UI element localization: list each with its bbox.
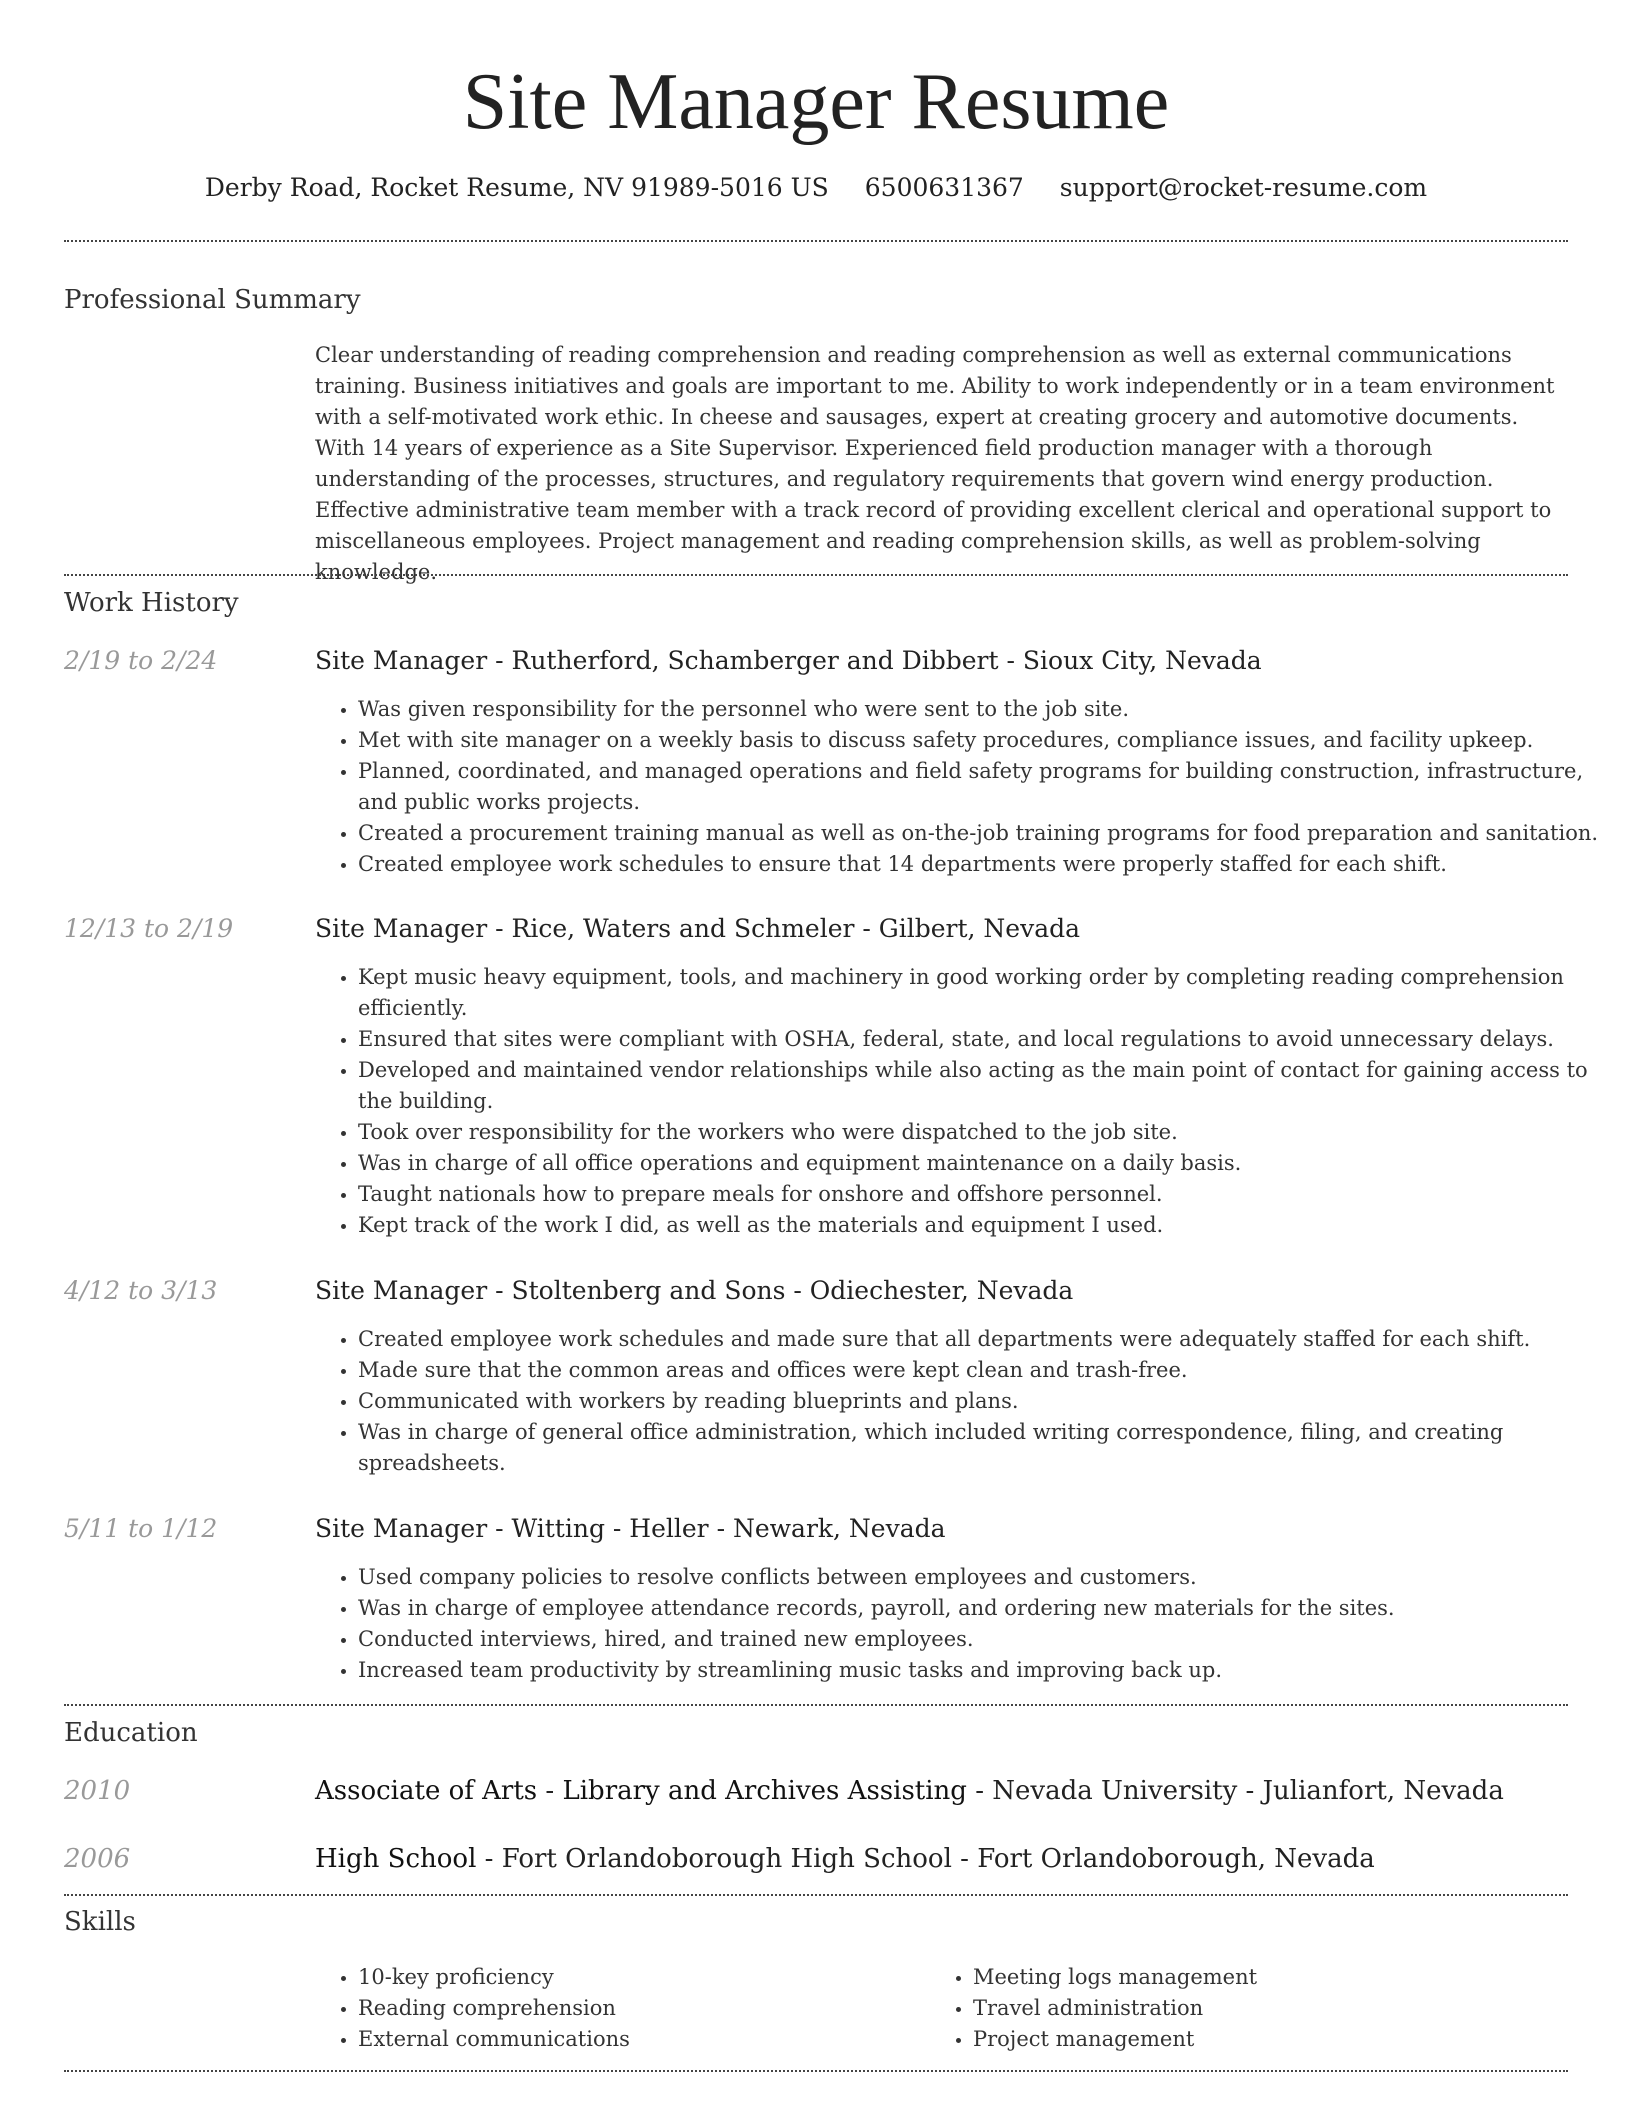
skills-heading: Skills: [64, 1907, 136, 1937]
job-bullet: • Was in charge of employee attendance records, payroll, and ordering new materials for the sites.: [358, 1593, 1611, 1624]
education-heading: Education: [64, 1718, 198, 1748]
job-dates: 2/19 to 2/24: [64, 646, 218, 675]
skill-item: • Reading comprehension: [358, 1993, 958, 2024]
job-bullet: • Made sure that the common areas and offices were kept clean and trash-free.: [358, 1355, 1611, 1386]
section-divider: [64, 240, 1568, 242]
education-field: Library and Archives Assisting: [562, 1776, 967, 1806]
job-bullet: • Conducted interviews, hired, and trained new employees.: [358, 1624, 1611, 1655]
skills-list-left: [315, 1962, 958, 2055]
section-divider: [64, 1704, 1568, 1706]
job-title: Site Manager - Stoltenberg and Sons - Odiechester, Nevada: [315, 1276, 1074, 1305]
skills-list-right: [930, 1962, 1573, 2055]
education-degree: Associate of Arts: [315, 1776, 538, 1806]
job-bullet: • Was in charge of all office operations and equipment maintenance on a daily basis.: [358, 1148, 1611, 1179]
education-year: 2006: [64, 1844, 131, 1874]
work-history-heading: Work History: [64, 588, 239, 618]
separator: -: [1237, 1776, 1263, 1806]
job-bullet: • Was given responsibility for the personnel who were sent to the job site.: [358, 694, 1611, 725]
job-bullet: • Kept track of the work I did, as well as the materials and equipment I used.: [358, 1210, 1611, 1241]
job-bullet: • Created a procurement training manual as well as on-the-job training programs for food preparation and sanitation.: [358, 818, 1611, 849]
job-bullet: • Created employee work schedules and made sure that all departments were adequately staffed for each shift.: [358, 1324, 1611, 1355]
job-bullet: • Used company policies to resolve conflicts between employees and customers.: [358, 1562, 1611, 1593]
job-bullets: [315, 1562, 1611, 1686]
education-field: Fort Orlandoborough High School: [501, 1844, 952, 1874]
job-title: Site Manager - Rutherford, Schamberger and Dibbert - Sioux City, Nevada: [315, 646, 1262, 675]
contact-email: support@rocket-resume.com: [1059, 173, 1428, 202]
separator: -: [951, 1844, 978, 1874]
summary-heading: Professional Summary: [64, 285, 361, 315]
education-entry: [315, 1842, 1568, 1876]
section-divider: [64, 2070, 1568, 2072]
education-school: Fort Orlandoborough, Nevada: [977, 1844, 1375, 1874]
separator: -: [966, 1776, 993, 1806]
job-bullet: • Taught nationals how to prepare meals for onshore and offshore personnel.: [358, 1179, 1611, 1210]
job-dates: 4/12 to 3/13: [64, 1276, 218, 1305]
job-bullet: • Was in charge of general office administration, which included writing correspondence, filing, and creating spreadsheets.: [358, 1417, 1611, 1479]
skill-item: • 10-key proficiency: [358, 1962, 958, 1993]
job-bullet: • Created employee work schedules to ensure that 14 departments were properly staffed for each shift.: [358, 849, 1611, 880]
job-bullet: • Communicated with workers by reading blueprints and plans.: [358, 1386, 1611, 1417]
job-bullet: • Took over responsibility for the workers who were dispatched to the job site.: [358, 1117, 1611, 1148]
education-year: 2010: [64, 1776, 131, 1806]
separator: -: [476, 1844, 502, 1874]
job-bullets: [315, 694, 1611, 880]
job-bullet: • Ensured that sites were compliant with OSHA, federal, state, and local regulations to avoid unnecessary delays.: [358, 1024, 1611, 1055]
job-bullet: • Planned, coordinated, and managed operations and field safety programs for building construction, infrastructure, and public works projects.: [358, 756, 1611, 818]
summary-text: Clear understanding of reading comprehension and reading comprehension as well as external communications training. Business initiatives and goals are important to me. Ability to work independently or in a team environment with a self-motivated work ethic. In cheese and sausages, expert at creating grocery and automotive documents. With 14 years of experience as a Site Supervisor. Experienced field production manager with a thorough understanding of the processes, structures, and regulatory requirements that govern wind energy production. Effective administrative team member with a track record of providing excellent clerical and operational support to miscellaneous employees. Project management and reading comprehension skills, as well as problem-solving knowledge.: [315, 343, 1555, 584]
education-location: Julianfort, Nevada: [1262, 1776, 1504, 1806]
job-bullet: • Increased team productivity by streamlining music tasks and improving back up.: [358, 1655, 1611, 1686]
contact-line: [0, 170, 1632, 206]
skill-item: • Meeting logs management: [973, 1962, 1573, 1993]
job-bullet: • Kept music heavy equipment, tools, and machinery in good working order by completing reading comprehension efficiently.: [358, 962, 1611, 1024]
education-degree: High School: [315, 1844, 477, 1874]
skill-item: • Project management: [973, 2024, 1573, 2055]
job-dates: 5/11 to 1/12: [64, 1514, 218, 1543]
skill-item: • Travel administration: [973, 1993, 1573, 2024]
contact-phone: 6500631367: [864, 173, 1024, 202]
skill-item: • External communications: [358, 2024, 958, 2055]
job-bullet: • Met with site manager on a weekly basis to discuss safety procedures, compliance issues, and facility upkeep.: [358, 725, 1611, 756]
section-divider: [64, 574, 1568, 576]
section-divider: [64, 1894, 1568, 1896]
contact-address: Derby Road, Rocket Resume, NV 91989-5016 US: [204, 173, 829, 202]
job-bullets: [315, 962, 1611, 1241]
separator: -: [537, 1776, 563, 1806]
job-bullets: [315, 1324, 1611, 1479]
job-dates: 12/13 to 2/19: [64, 914, 234, 943]
job-bullet: • Developed and maintained vendor relationships while also acting as the main point of contact for gaining access to the building.: [358, 1055, 1611, 1117]
education-school: Nevada University: [992, 1776, 1238, 1806]
job-title: Site Manager - Witting - Heller - Newark, Nevada: [315, 1514, 946, 1543]
education-entry: [315, 1774, 1568, 1808]
job-title: Site Manager - Rice, Waters and Schmeler - Gilbert, Nevada: [315, 914, 1081, 943]
page-title: Site Manager Resume: [462, 58, 1170, 146]
